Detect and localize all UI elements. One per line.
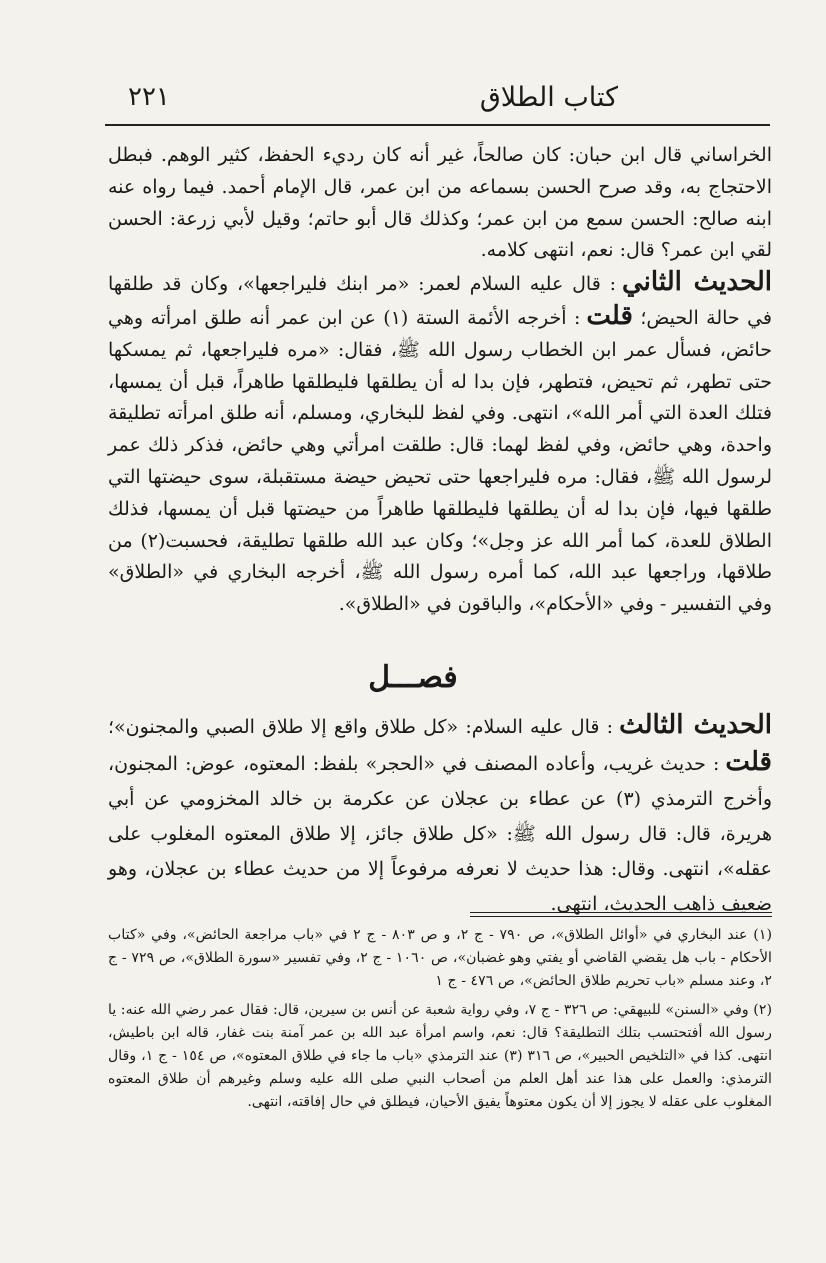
page-header	[108, 78, 768, 118]
footnote-2-3: (٢) وفي «السنن» للبيهقي: ص ٣٢٦ - ج ٧، وفي رواية شعبة عن أنس بن سيرين، قال: فقال عمر رضي الله عنه: يا رسول الله أفتحتسب بتلك التطليقة؟ قال: نعم، واسم امرأة عبد الله بن عمر آمنة بنت غفار، قاله ابن باطيش، انتهى. كذا في «التلخيص الحبير»، ص ٣١٦ (٣) عند الترمذي «باب ما جاء في طلاق المعتوه»، ص ١٥٤ - ج ١، وقال الترمذي: والعمل على هذا عند أهل العلم من أصحاب النبي صلى الله عليه وسلم وغيرهم أن طلاق المعتوه المغلوب على عقله لا يجوز إلا أن يكون معتوهاً يفيق الأحيان، فيطلق في حال إفاقته، انتهى.	[108, 1002, 773, 1110]
page-number: ٢٢١	[128, 82, 170, 112]
main-text-2	[108, 708, 772, 922]
footnote-rule	[470, 912, 772, 917]
hadith-2-commentary: : أخرجه الأئمة الستة (١) عن ابن عمر أنه طلق امرأته وهي حائض، فسأل عمر ابن الخطاب رسول الله ﷺ، فقال: «مره فليراجعها، ثم يمسكها حتى تطهر، ثم تحيض، فتطهر، فإن بدا له أن يطلقها فليطلقها طاهراً، قبل أن يمسها، فتلك العدة التي أمر الله»، انتهى. وفي لفظ للبخاري، ومسلم، أنه طلق امرأته تطليقة واحدة، وهي حائض، وفي لفظ لهما: قال: طلقت امرأتي وهي حائض، فذكر ذلك عمر لرسول الله ﷺ، فقال: مره فليراجعها حتى تحيض حيضة مستقبلة، سوى حيضتها التي طلقها فيها، فإن بدا له أن يطلقها فليطلقها طاهراً من حيضتها قبل أن يمسها، فذلك الطلاق للعدة، كما أمر الله عز وجل»؛ وكان عبد الله طلقها تطليقة، فحسبت(٢) من طلاقها، وراجعها عبد الله، كما أمره رسول الله ﷺ، أخرجه البخاري في «الطلاق» وفي التفسير - وفي «الأحكام»، والباقون في «الطلاق».	[108, 306, 772, 616]
footnotes	[108, 924, 772, 1120]
running-title: كتاب الطلاق	[479, 82, 618, 113]
hadith-3-text: : قال عليه السلام: «كل طلاق واقع إلا طلاق الصبي والمجنون»؛	[108, 716, 614, 738]
qult-label: قلت	[586, 300, 633, 331]
qult-label-2: قلت	[725, 747, 772, 777]
footnote-1: (١) عند البخاري في «أوائل الطلاق»، ص ٧٩٠ - ج ٢، و ص ٨٠٣ - ج ٢ في «باب مراجعة الحائض»، وفي «كتاب الأحكام - باب هل يقضي القاضي أو يفتي وهو غضبان»، ص ١٠٦٠ - ج ٢، وفي تفسير «سورة الطلاق»، ص ٧٢٩ - ج ٢، وعند مسلم «باب تحريم طلاق الحائض»، ص ٤٧٦ - ج ١	[108, 927, 772, 989]
paragraph-hadith-3	[108, 708, 772, 922]
main-text	[108, 140, 772, 621]
hadith-3-commentary: : حديث غريب، وأعاده المصنف في «الحجر» بلفظ: المعتوه، عوض: المجنون، وأخرج الترمذي (٣) عن عطاء بن عجلان عن عكرمة بن خالد المخزومي عن أبي هريرة، قال: قال رسول الله ﷺ: «كل طلاق جائز، إلا طلاق المعتوه المغلوب على عقله»، انتهى. وقال: هذا حديث لا نعرفه مرفوعاً إلا من حديث عطاء بن عجلان، وهو ضعيف ذاهب الحديث، انتهى.	[108, 753, 772, 915]
section-heading: فصـــل	[368, 660, 458, 695]
hadith-2-text: : قال عليه السلام لعمر: «مر ابنك فليراجعها»، وكان قد طلقها في حالة الحيض؛	[108, 273, 773, 329]
paragraph-intro: الخراساني قال ابن حبان: كان صالحاً، غير أنه كان رديء الحفظ، كثير الوهم. فبطل الاحتجاج به، وقد صرح الحسن بسماعه من ابن عمر، قال الإمام أحمد. فيما رواه عنه ابنه صالح: الحسن سمع من ابن عمر؛ وكذلك قال أبو حاتم؛ وقيل لأبي زرعة: الحسن لقي ابن عمر؟ قال: نعم، انتهى كلامه.	[108, 144, 772, 262]
paragraph-hadith-2	[108, 267, 772, 621]
hadith-3-heading: الحديث الثالث	[619, 710, 772, 740]
header-rule	[105, 124, 770, 126]
hadith-2-heading: الحديث الثاني	[622, 267, 773, 298]
